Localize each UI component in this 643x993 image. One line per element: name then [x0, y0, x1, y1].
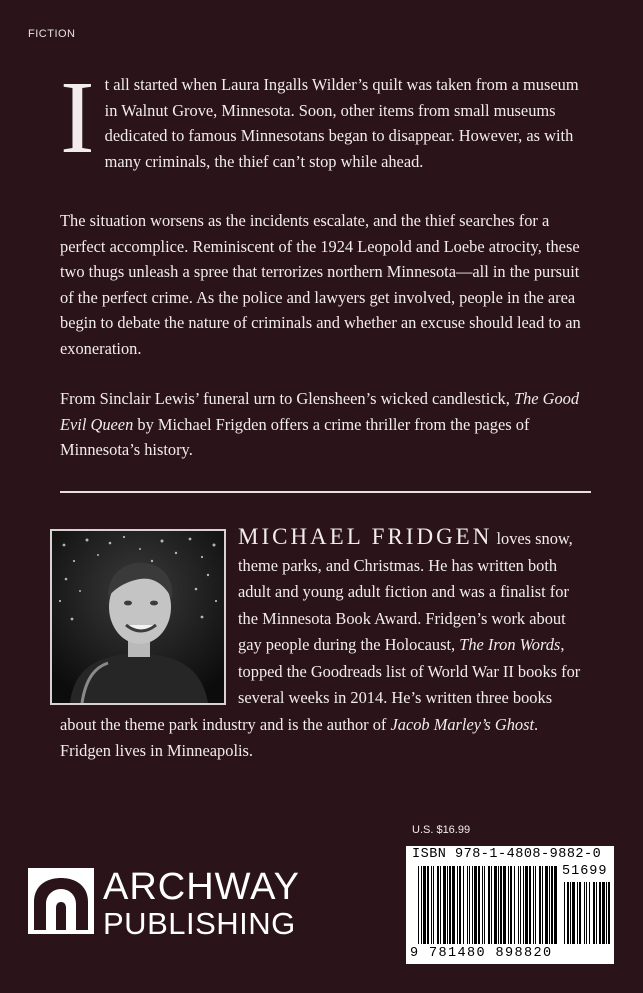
blurb-p3-start: From Sinclair Lewis’ funeral urn to Glensheen’s wicked candlestick,: [60, 389, 514, 408]
isbn-barcode: [406, 846, 614, 964]
bio-title-iron-words: The Iron Words: [459, 635, 561, 654]
barcode-digits: 9 781480 898820: [410, 946, 553, 961]
author-name: MICHAEL FRIDGEN: [238, 524, 493, 549]
genre-label: FICTION: [28, 28, 76, 40]
publisher-name-line-1: ARCHWAY: [103, 866, 300, 908]
blurb-paragraph-2: The situation worsens as the incidents escalate, and the thief searches for a perfect accomplice. Reminiscent of the 1924 Leopold and Loebe atrocity, these two thugs unleash a spree that terrorizes northern Minnesota—all in the pursuit of the perfect crime. As the police and lawyers get involved, people in the area begin to debate the nature of criminals and whether an excuse should lead to an exoneration.: [60, 211, 581, 358]
publisher-logo: [28, 866, 300, 941]
bio-text-1: loves snow, theme parks, and Christmas. He has written both adult and young adult fiction and was a finalist for the Minnesota Book Award. Fridgen’s work about gay people during the Holocaust,: [238, 529, 573, 654]
price-label: U.S. $16.99: [412, 824, 471, 836]
divider-rule: [60, 491, 591, 493]
bio-text-3: . Fridgen lives in Minneapolis.: [60, 714, 539, 760]
blurb-paragraph-3: [60, 386, 592, 463]
publisher-name-line-2: PUBLISHING: [103, 906, 296, 941]
book-title: The Good Evil Queen: [60, 389, 580, 434]
price-code-text: 51699: [562, 864, 608, 879]
archway-logo-icon: [28, 868, 94, 934]
drop-cap: I: [60, 60, 95, 175]
author-bio: [60, 524, 592, 765]
blurb-paragraph-1: [60, 60, 592, 175]
bio-title-jacob-marley: Jacob Marley’s Ghost: [390, 714, 535, 734]
blurb-paragraph-1-text: t all started when Laura Ingalls Wilder’s quilt was taken from a museum in Walnut Grove, Minnesota. Soon, other items from small museums dedicated to famous Minnesotans began to disappear. However, as with many criminals, the thief can’t stop while ahead.: [104, 75, 579, 171]
bio-text-2: , topped the Goodreads list of World War II books for several weeks in 2014. He’s written three books about the theme park industry and is the author of: [60, 635, 581, 734]
isbn-text: ISBN 978-1-4808-9882-0: [412, 847, 602, 862]
blurb-p3-end: by Michael Frigden offers a crime thriller from the pages of Minnesota’s history.: [60, 414, 530, 459]
